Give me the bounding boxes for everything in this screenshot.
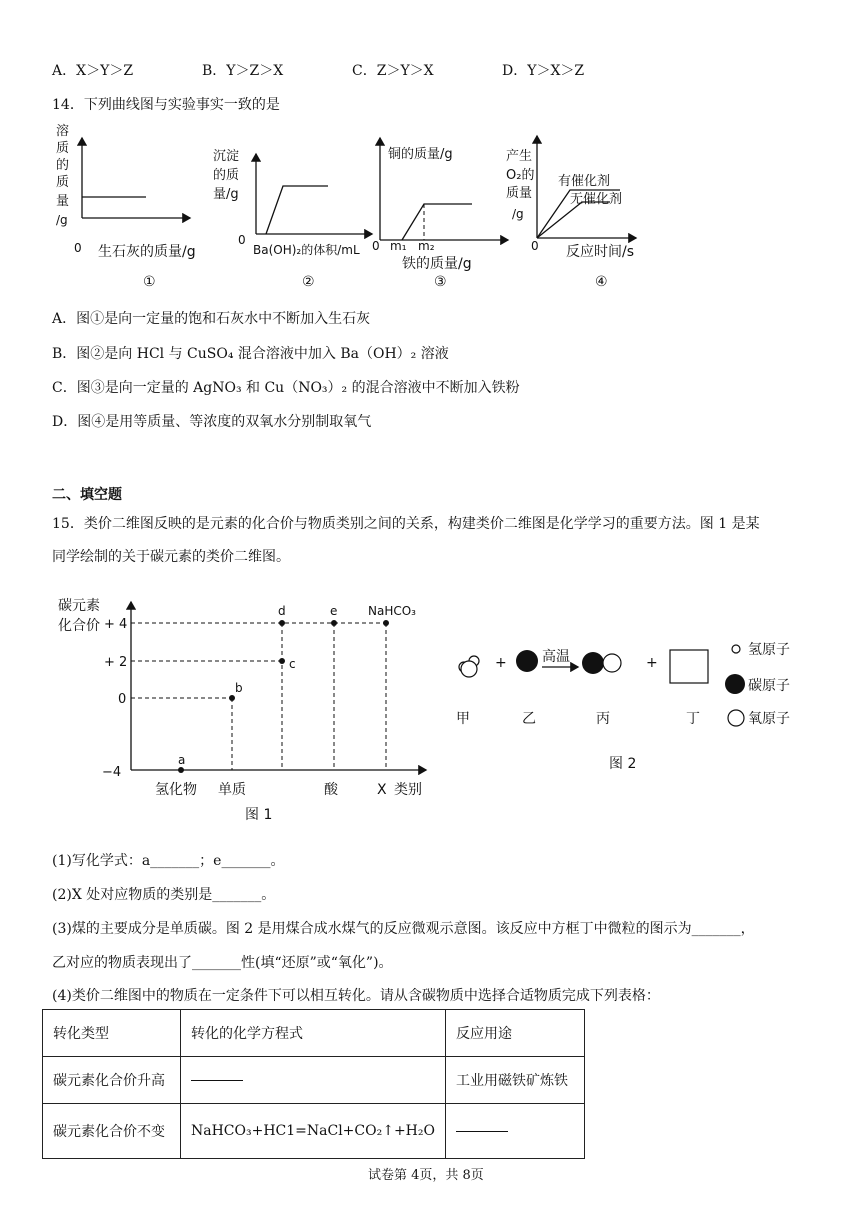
molecule-jia [459, 656, 479, 677]
fig1-tick-plus4: + 4 [104, 617, 128, 632]
box-ding [670, 650, 708, 683]
legend-oxygen-icon [728, 710, 744, 726]
q13-option-a: A．X＞Y＞Z [52, 63, 134, 79]
fig1-point-e [331, 620, 337, 626]
graph2-ylabel-1: 的质 [213, 168, 240, 183]
section-heading: 二、填空题 [52, 487, 122, 503]
table-header-row [43, 1010, 585, 1057]
fig1-label-e: e [330, 604, 338, 618]
q13-option-d: D．Y＞X＞Z [502, 63, 585, 79]
label-jia: 甲 [456, 711, 470, 727]
graph4-xlabel: 反应时间/s [566, 244, 635, 260]
fig2-caption: 图 2 [609, 756, 637, 772]
graph4-ylabel-2: 质量 [506, 186, 533, 201]
graph1-number: ① [143, 274, 156, 290]
graph1-xlabel: 生石灰的质量/g [98, 244, 196, 260]
legend-carbon-icon [725, 674, 745, 694]
q14-stem: 14．下列曲线图与实验事实一致的是 [52, 97, 280, 113]
q13-option-c: C．Z＞Y＞X [352, 63, 434, 79]
graph3-curve [402, 204, 472, 240]
graph1-ylabel-4: 量 [56, 194, 70, 209]
fig1-point-d [279, 620, 285, 626]
fig1-label-b: b [235, 681, 243, 695]
table-row [43, 1057, 585, 1104]
graph4-curve-no-catalyst [537, 202, 610, 238]
fig1-cat-hydride: 氢化物 [155, 782, 197, 798]
graph3-origin: 0 [372, 239, 380, 253]
fig1-label-d: d [278, 604, 286, 618]
graph4-label-catalyst: 有催化剂 [558, 174, 611, 189]
table-cell: 工业用磁铁矿炼铁 [445, 1057, 584, 1104]
fig1-tick-plus2: + 2 [104, 655, 128, 670]
fig1-tick-0: 0 [118, 692, 127, 707]
q14-option-d: D．图④是用等质量、等浓度的双氧水分别制取氧气 [52, 414, 372, 430]
fig1-point-nahco3 [383, 620, 389, 626]
molecule-bing [582, 652, 621, 674]
q13-option-b: B．Y＞Z＞X [202, 63, 284, 79]
table-row [43, 1104, 585, 1159]
plus-1: + [495, 655, 507, 671]
graph2-number: ② [302, 274, 315, 290]
graph1-ylabel-1: 质 [56, 141, 70, 156]
graph3-number: ③ [434, 274, 447, 290]
fig1-cat-x: X [377, 782, 387, 798]
fig1-label-c: c [289, 657, 296, 671]
graph1-ylabel-5: /g [56, 213, 68, 227]
graph4-ylabel-1: O₂的 [506, 168, 535, 183]
fig1-ylabel-1: 碳元素 [58, 598, 100, 614]
conversion-table [42, 1009, 585, 1159]
table-header-cell: 反应用途 [445, 1010, 584, 1057]
q14-option-b: B．图②是向 HCl 与 CuSO₄ 混合溶液中加入 Ba（OH）₂ 溶液 [52, 346, 449, 362]
q15-sub2: (2)X 处对应物质的类别是_______。 [52, 887, 276, 903]
graph2-curve [266, 186, 328, 234]
fig1-cat-element: 单质 [218, 782, 246, 798]
figure-1 [44, 590, 444, 830]
table-cell-answer-blank [181, 1057, 446, 1104]
graph3-m1: m₁ [390, 239, 407, 253]
graph2-origin: 0 [238, 233, 246, 247]
fig1-point-b [229, 695, 235, 701]
graph-3 [372, 138, 508, 290]
q15-sub1: (1)写化学式：a_______；e_______。 [52, 853, 285, 869]
q14-option-c: C．图③是向一定量的 AgNO₃ 和 Cu（NO₃）₂ 的混合溶液中不断加入铁粉 [52, 380, 520, 396]
graph1-ylabel-2: 的 [56, 158, 70, 173]
table-cell: 碳元素化合价升高 [43, 1057, 181, 1104]
q15-sub3-line2: 乙对应的物质表现出了_______性(填“还原”或“氧化”)。 [52, 955, 393, 971]
q15-stem-line1: 15．类价二维图反映的是元素的化合价与物质类别之间的关系，构建类价二维图是化学学习的重要方法。图 1 是某 [52, 516, 760, 532]
fig1-xlabel: 类别 [394, 782, 422, 798]
legend-oxygen: 氧原子 [748, 711, 790, 727]
graph-2 [213, 148, 372, 290]
graph4-ylabel-3: /g [512, 207, 524, 221]
graph2-ylabel-2: 量/g [213, 187, 239, 202]
fig1-point-a [178, 767, 184, 773]
graph3-xlabel: 铁的质量/g [402, 256, 472, 272]
legend-carbon: 碳原子 [748, 678, 790, 694]
fig1-caption: 图 1 [245, 807, 273, 823]
q14-option-a: A．图①是向一定量的饱和石灰水中不断加入生石灰 [52, 311, 371, 327]
graph4-origin: 0 [531, 239, 539, 253]
graph2-ylabel-0: 沉淀 [213, 149, 240, 164]
graph-4 [506, 136, 636, 290]
fig1-cat-acid: 酸 [324, 782, 338, 798]
plus-2: + [646, 655, 658, 671]
graph3-m2: m₂ [418, 239, 435, 253]
table-header-cell: 转化的化学方程式 [181, 1010, 446, 1057]
atom-yi [516, 650, 538, 672]
condition-label: 高温 [542, 649, 570, 665]
q15-sub4: (4)类价二维图中的物质在一定条件下可以相互转化。请从含碳物质中选择合适物质完成下列表格： [52, 988, 660, 1004]
figure-2 [444, 634, 804, 776]
legend-hydrogen: 氢原子 [748, 642, 790, 658]
graph-1 [56, 123, 196, 290]
fig1-point-c [279, 658, 285, 664]
graph1-ylabel-3: 质 [56, 175, 70, 190]
graph4-label-no-catalyst: 无催化剂 [570, 192, 623, 207]
label-yi: 乙 [522, 711, 536, 727]
q14-graphs [40, 118, 640, 293]
graph4-number: ④ [595, 274, 608, 290]
graph1-ylabel-0: 溶 [56, 124, 70, 139]
q15-sub3-line1: (3)煤的主要成分是单质碳。图 2 是用煤合成水煤气的反应微观示意图。该反应中方框丁中微粒的图示为_______， [52, 921, 755, 937]
legend-hydrogen-icon [732, 645, 740, 653]
label-bing: 丙 [596, 711, 610, 727]
graph1-origin: 0 [74, 241, 82, 255]
fig1-label-nahco3: NaHCO₃ [368, 604, 416, 618]
q15-stem-line2: 同学绘制的关于碳元素的类价二维图。 [52, 549, 290, 565]
fig1-tick-minus4: −4 [102, 765, 122, 780]
page-footer: 试卷第 4页，共 8页 [368, 1168, 484, 1183]
graph2-xlabel: Ba(OH)₂的体积/mL [253, 243, 360, 257]
graph3-ylabel: 铜的质量/g [388, 147, 453, 162]
label-ding: 丁 [686, 711, 700, 727]
graph4-ylabel-0: 产生 [506, 149, 533, 164]
fig1-label-a: a [178, 753, 186, 767]
table-cell-equation: NaHCO₃+HC1=NaCl+CO₂↑+H₂O [181, 1104, 446, 1159]
table-cell: 碳元素化合价不变 [43, 1104, 181, 1159]
table-header-cell: 转化类型 [43, 1010, 181, 1057]
fig1-ylabel-2: 化合价 [58, 618, 100, 634]
table-cell-answer-blank [445, 1104, 584, 1159]
